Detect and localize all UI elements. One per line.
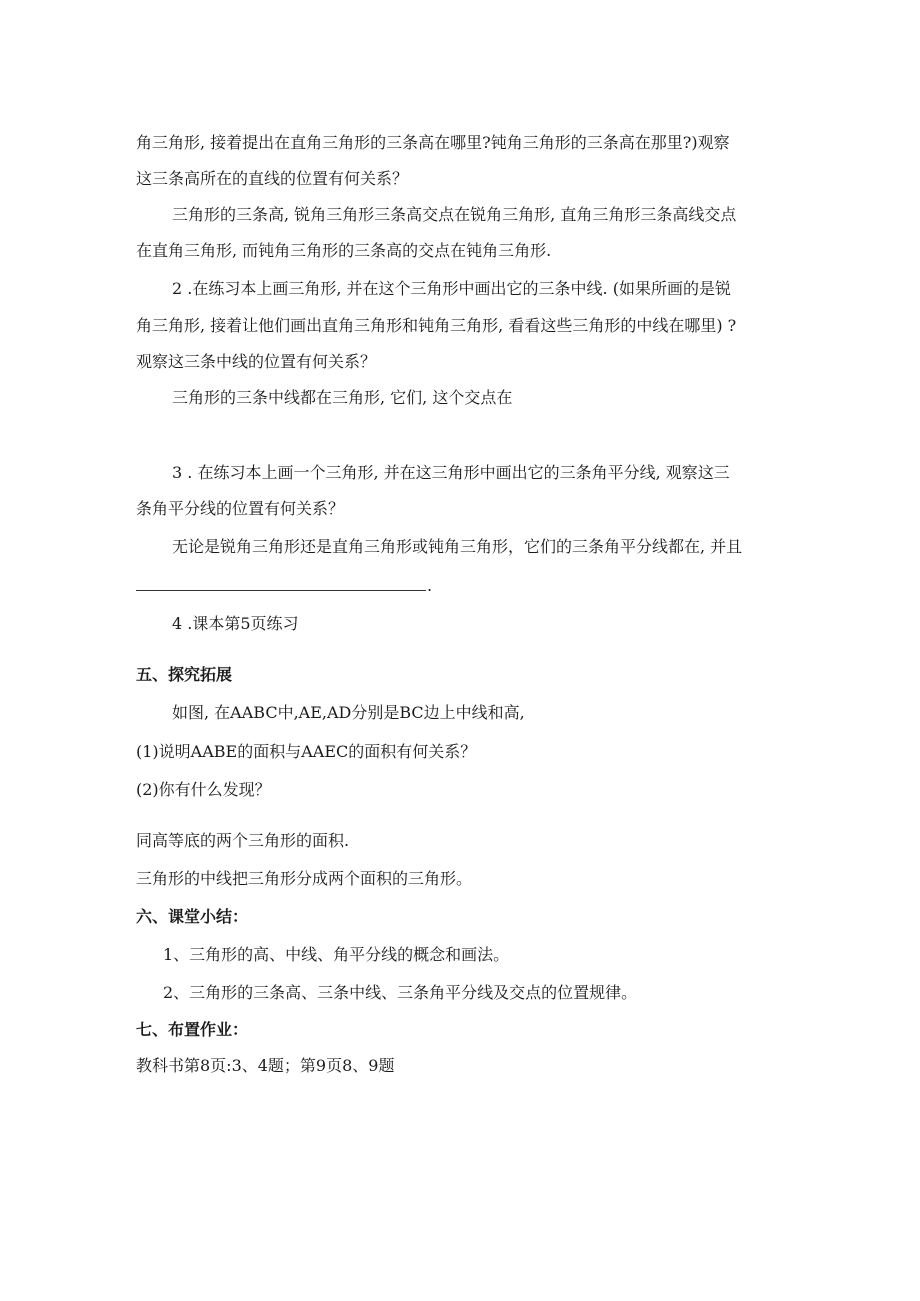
text-line: 同高等底的两个三角形的面积. — [136, 831, 350, 850]
text-line: 这三条高所在的直线的位置有何关系？ — [136, 169, 409, 188]
fill-in-blank-line — [136, 590, 426, 591]
text-line: 1、三角形的高、中线、角平分线的概念和画法。 — [163, 945, 510, 964]
text-line: 2 .在练习本上画三角形, 并在这个三角形中画出它的三条中线. (如果所画的是锐 — [172, 279, 731, 298]
section-heading-7: 七、布置作业： — [136, 1020, 249, 1039]
text-line: 3 . 在练习本上画一个三角形, 并在这三角形中画出它的三条角平分线, 观察这三 — [172, 463, 730, 482]
text-line: (1)说明AABE的面积与AAEC的面积有何关系？ — [136, 742, 477, 761]
text-line: 角三角形, 接着提出在直角三角形的三条高在哪里?钝角三角形的三条高在那里?)观察 — [136, 133, 730, 152]
text-line: 三角形的中线把三角形分成两个面积的三角形。 — [136, 869, 473, 888]
text-line: 教科书第8页:3、4题；第9页8、9题 — [136, 1056, 395, 1075]
text-line: . — [427, 576, 433, 595]
text-line: 三角形的三条高, 锐角三角形三条高交点在锐角三角形, 直角三角形三条高线交点 — [172, 205, 737, 224]
text-line: 条角平分线的位置有何关系？ — [136, 499, 345, 518]
text-line: 角三角形, 接着让他们画出直角三角形和钝角三角形, 看看这些三角形的中线在哪里) ? — [136, 316, 737, 335]
text-line: 观察这三条中线的位置有何关系？ — [136, 352, 377, 371]
text-line: (2)你有什么发现？ — [136, 780, 271, 799]
text-line: 无论是锐角三角形还是直角三角形或钝角三角形，它们的三条角平分线都在, 并且 — [172, 537, 743, 556]
section-heading-5: 五、探究拓展 — [136, 665, 233, 684]
text-line: 2、三角形的三条高、三条中线、三条角平分线及交点的位置规律。 — [163, 983, 638, 1002]
section-heading-6: 六、课堂小结： — [136, 907, 249, 926]
text-line: 三角形的三条中线都在三角形, 它们, 这个交点在 — [172, 388, 513, 407]
text-line: 如图, 在AABC中,AE,AD分别是BC边上中线和高, — [172, 703, 525, 722]
text-line: 4 .课本第5页练习 — [172, 614, 299, 633]
text-line: 在直角三角形, 而钝角三角形的三条高的交点在钝角三角形. — [136, 241, 552, 260]
